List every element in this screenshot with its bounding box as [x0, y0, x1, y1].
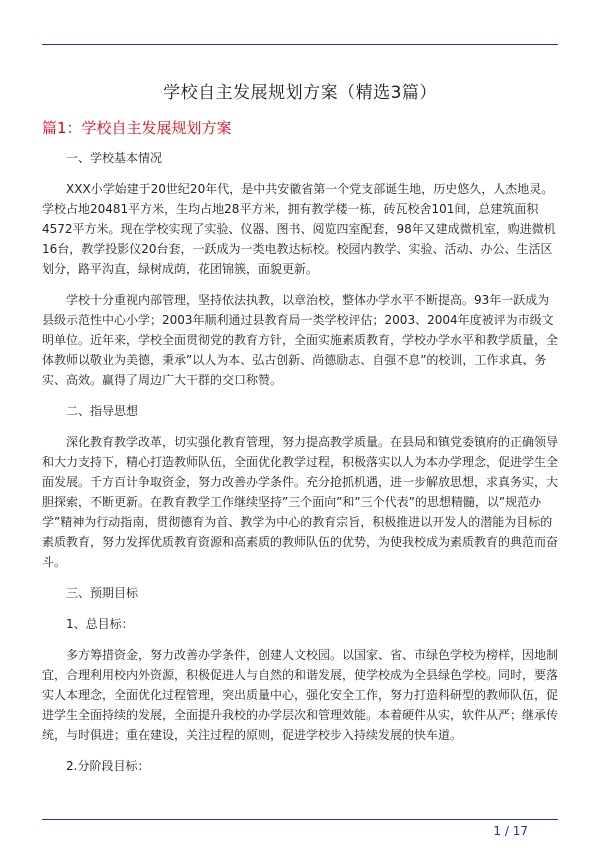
footer-rule — [42, 819, 558, 820]
paragraph: XXX小学始建于20世纪20年代，是中共安徽省第一个党支部诞生地，历史悠久，人杰地灵。学校占地20481平方米，生均占地28平方米，拥有教学楼一栋，砖瓦校舍101间，总建筑面积4572平方米。现在学校实现了实验、仪器、图书、阅览四室配套，98年又建成微机室，购进微机16台，教学投影仪20台套，一跃成为一类电教达标校。校园内教学、实验、活动、办公、生活区划分，路平沟直，绿树成荫，花团锦簇，面貌更新。 — [42, 182, 556, 276]
heading-expected-goals: 三、预期目标 — [66, 586, 139, 600]
heading-guiding-ideology: 二、指导思想 — [66, 404, 139, 418]
heading-stage-goals: 2.分阶段目标： — [66, 759, 150, 773]
section-title: 篇1：学校自主发展规划方案 — [42, 119, 232, 137]
paragraph: 多方筹措资金，努力改善办学条件，创建人文校园。以国家、省、市绿色学校为榜样，因地制宜，合理利用校内外资源，积极促进人与自然的和谐发展，使学校成为全县绿色学校。同时，要落实人本理念，全面优化过程管理，突出质量中心，强化安全工作，努力打造科研型的教师队伍，促进学生全面持续的发展，全面提升我校的办学层次和管理效能。本着硬件从实，软件从严；继承传统，与时俱进；重在建设，关注过程的原则，促进学校步入持续发展的快车道。 — [42, 648, 559, 742]
header-rule — [42, 44, 558, 45]
document-title: 学校自主发展规划方案（精选3篇） — [163, 83, 437, 103]
paragraph: 深化教育教学改革，切实强化教育管理，努力提高教学质量。在县局和镇党委镇府的正确领导和大力支持下，精心打造教师队伍，全面优化教学过程，积极落实以人为本办学理念，促进学生全面发展。千方百计争取资金，努力改善办学条件。充分抢抓机遇，进一步解放思想，求真务实，大胆探索，不断更新。在教育教学工作继续坚持”三个面向”和”三个代表”的思想精髓，以”规范办学”精神为行动指南，贯彻德育为首、教学为中心的教育宗旨，积极推进以开发人的潜能为目标的素质教育，努力发挥优质教育资源和高素质的教师队伍的优势，为使我校成为素质教育的典范而奋斗。 — [42, 435, 559, 569]
page-indicator: 1 / 17 — [493, 824, 528, 838]
heading-overall-goal: 1、总目标： — [66, 617, 134, 631]
heading-basic-info: 一、学校基本情况 — [66, 151, 163, 165]
paragraph: 学校十分重视内部管理，坚持依法执教，以章治校，整体办学水平不断提高。93年一跃成为县级示范性中心小学；2003年顺利通过县教育局一类学校评估；2003、2004年度被评为市级文明单位。近年来，学校全面贯彻党的教育方针，全面实施素质教育，学校办学水平和教学质量，全体教师以敬业为美德，秉承”以人为本、弘古创新、尚德励志、自强不息”的校训，工作求真、务实、高效。赢得了周边广大干群的交口称赞。 — [42, 293, 559, 387]
document-body — [42, 148, 558, 776]
